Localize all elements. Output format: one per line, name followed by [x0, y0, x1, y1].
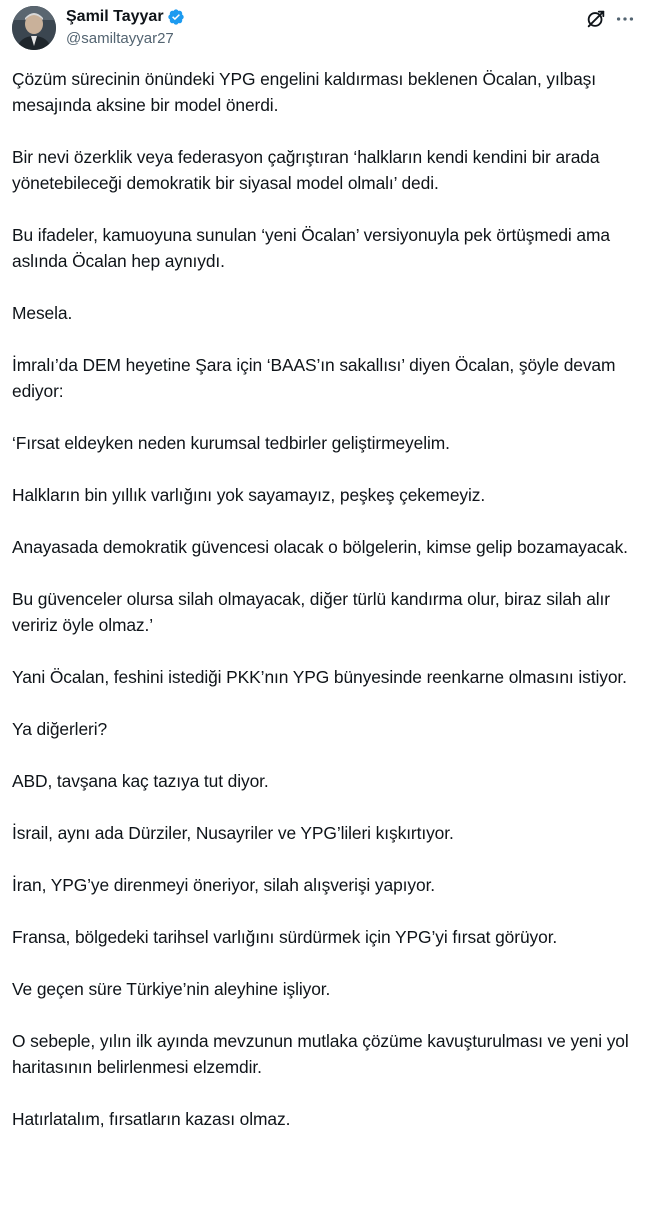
tweet-text [12, 66, 638, 1132]
grok-icon[interactable] [585, 8, 607, 30]
tweet-paragraph: İran, YPG’ye direnmeyi öneriyor, silah alışverişi yapıyor. [12, 875, 436, 895]
more-options-icon[interactable] [614, 8, 636, 30]
tweet-paragraph: ‘Fırsat eldeyken neden kurumsal tedbirler geliştirmeyelim. [12, 433, 450, 453]
tweet-paragraph: İmralı’da DEM heyetine Şara için ‘BAAS’ın sakallısı’ diyen Öcalan, şöyle devam ediyor: [12, 355, 616, 401]
tweet-paragraph: Bu güvenceler olursa silah olmayacak, diğer türlü kandırma olur, biraz silah alır veririz öyle olmaz.’ [12, 589, 610, 635]
tweet-paragraph: Hatırlatalım, fırsatların kazası olmaz. [12, 1109, 291, 1129]
tweet-paragraph: Halkların bin yıllık varlığını yok sayamayız, peşkeş çekemeyiz. [12, 485, 486, 505]
avatar[interactable] [12, 6, 56, 50]
display-name[interactable]: Şamil Tayyar [66, 8, 164, 25]
tweet-paragraph: İsrail, aynı ada Dürziler, Nusayriler ve YPG’lileri kışkırtıyor. [12, 823, 454, 843]
tweet-paragraph: O sebeple, yılın ilk ayında mevzunun mutlaka çözüme kavuşturulması ve yeni yol haritasının belirlenmesi elzemdir. [12, 1031, 629, 1077]
verified-badge-icon [167, 8, 185, 26]
tweet-paragraph: Anayasada demokratik güvencesi olacak o bölgelerin, kimse gelip bozamayacak. [12, 537, 628, 557]
tweet-paragraph: Ya diğerleri? [12, 719, 108, 739]
tweet-paragraph: ABD, tavşana kaç tazıya tut diyor. [12, 771, 269, 791]
tweet-paragraph: Ve geçen süre Türkiye’nin aleyhine işliyor. [12, 979, 331, 999]
tweet-header [0, 0, 650, 60]
tweet-paragraph: Mesela. [12, 303, 73, 323]
tweet-paragraph: Bu ifadeler, kamuoyuna sunulan ‘yeni Öcalan’ versiyonuyla pek örtüşmedi ama aslında Öcalan hep aynıydı. [12, 225, 610, 271]
tweet-paragraph: Fransa, bölgedeki tarihsel varlığını sürdürmek için YPG’yi fırsat görüyor. [12, 927, 558, 947]
tweet-paragraph: Çözüm sürecinin önündeki YPG engelini kaldırması beklenen Öcalan, yılbaşı mesajında aksine bir model önerdi. [12, 69, 596, 115]
user-handle[interactable]: @samiltayyar27 [66, 30, 174, 47]
tweet-paragraph: Bir nevi özerklik veya federasyon çağrıştıran ‘halkların kendi kendini bir arada yönetebileceği demokratik bir siyasal model olmalı’ dedi. [12, 147, 600, 193]
tweet-paragraph: Yani Öcalan, feshini istediği PKK’nın YPG bünyesinde reenkarne olmasını istiyor. [12, 667, 627, 687]
author-info [66, 7, 185, 49]
